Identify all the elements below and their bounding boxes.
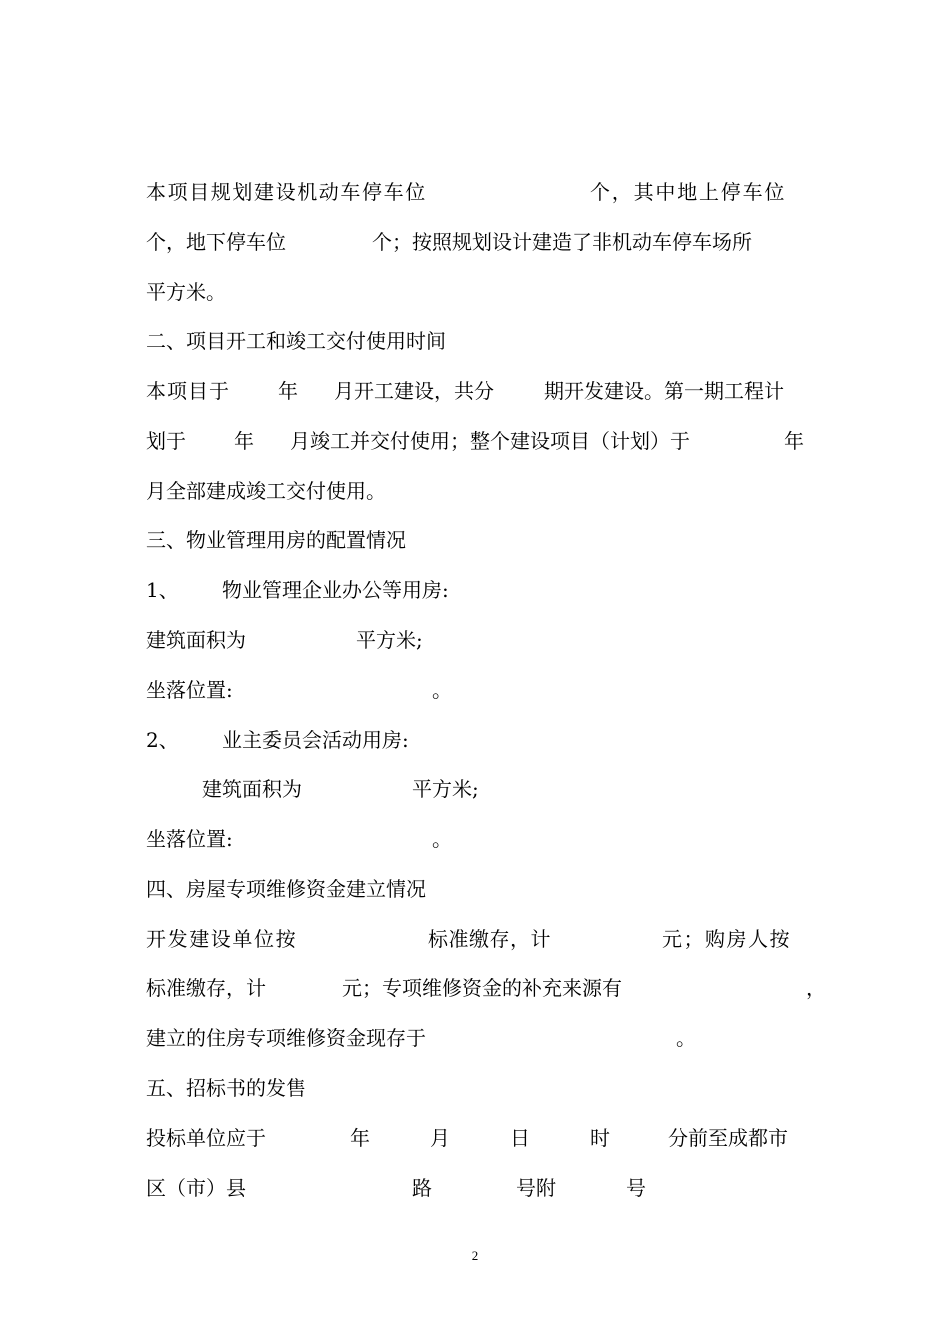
item-2-area-label: 建筑面积为 <box>202 777 302 801</box>
section-5-text-j: 号 <box>626 1176 646 1200</box>
parking-text-b: 个，其中地上停车位 <box>590 180 787 204</box>
section-2-text-d: 期开发建设。第一期工程计 <box>544 379 784 403</box>
item-1-location-end: 。 <box>432 678 452 702</box>
section-2-text-h: 年 <box>784 429 804 453</box>
item-2-title: 业主委员会活动用房: <box>222 728 409 752</box>
item-2-location-end: 。 <box>432 827 452 851</box>
section-2-heading-text: 二、项目开工和竣工交付使用时间 <box>146 329 446 353</box>
section-4-text-f: ， <box>806 976 826 1000</box>
item-2-area-unit: 平方米; <box>412 777 479 801</box>
item-2-location-label: 坐落位置: <box>146 827 233 851</box>
parking-text-a: 本项目规划建设机动车停车位 <box>146 180 427 204</box>
page-number: 2 <box>471 1248 479 1263</box>
section-5-text-e: 时 <box>590 1126 610 1150</box>
section-5-text-i: 号附 <box>516 1176 556 1200</box>
section-2-text-a: 本项目于 <box>146 379 230 403</box>
section-2-text-g: 月竣工并交付使用；整个建设项目（计划）于 <box>290 429 690 453</box>
section-2-text-b: 年 <box>278 379 298 403</box>
section-5-text-b: 年 <box>350 1126 370 1150</box>
section-4-text-a: 开发建设单位按 <box>146 927 298 951</box>
item-2-number: 2、 <box>146 728 179 752</box>
item-1-area-unit: 平方米; <box>356 628 423 652</box>
section-5-text-g: 区（市）县 <box>146 1176 246 1200</box>
section-5-text-h: 路 <box>412 1176 432 1200</box>
section-5-text-a: 投标单位应于 <box>146 1126 266 1150</box>
item-1-location-label: 坐落位置: <box>146 678 233 702</box>
section-4-text-g: 建立的住房专项维修资金现存于 <box>146 1026 426 1050</box>
section-4-text-b: 标准缴存，计 <box>428 927 551 951</box>
parking-text-d: 个；按照规划设计建造了非机动车停车场所 <box>372 230 752 254</box>
section-4-text-d: 标准缴存，计 <box>146 976 266 1000</box>
parking-text-c: 个，地下停车位 <box>146 230 286 254</box>
section-3-heading-text: 三、物业管理用房的配置情况 <box>146 528 406 552</box>
section-2-text-e: 划于 <box>146 429 186 453</box>
section-2-text-c: 月开工建设，共分 <box>334 379 494 403</box>
item-1-area-label: 建筑面积为 <box>146 628 246 652</box>
section-4-text-h: 。 <box>676 1026 696 1050</box>
item-1-number: 1、 <box>146 578 179 602</box>
item-1-title: 物业管理企业办公等用房: <box>222 578 449 602</box>
section-4-text-e: 元；专项维修资金的补充来源有 <box>342 976 622 1000</box>
section-5-text-c: 月 <box>430 1126 450 1150</box>
section-2-text-f: 年 <box>234 429 254 453</box>
section-4-heading-text: 四、房屋专项维修资金建立情况 <box>146 877 426 901</box>
section-5-text-d: 日 <box>510 1126 530 1150</box>
section-5-text-f: 分前至成都市 <box>668 1126 788 1150</box>
section-2-text-i: 月全部建成竣工交付使用。 <box>146 479 386 503</box>
section-5-heading-text: 五、招标书的发售 <box>146 1076 306 1100</box>
parking-text-e: 平方米。 <box>146 280 226 304</box>
section-4-text-c: 元；购房人按 <box>662 927 791 951</box>
